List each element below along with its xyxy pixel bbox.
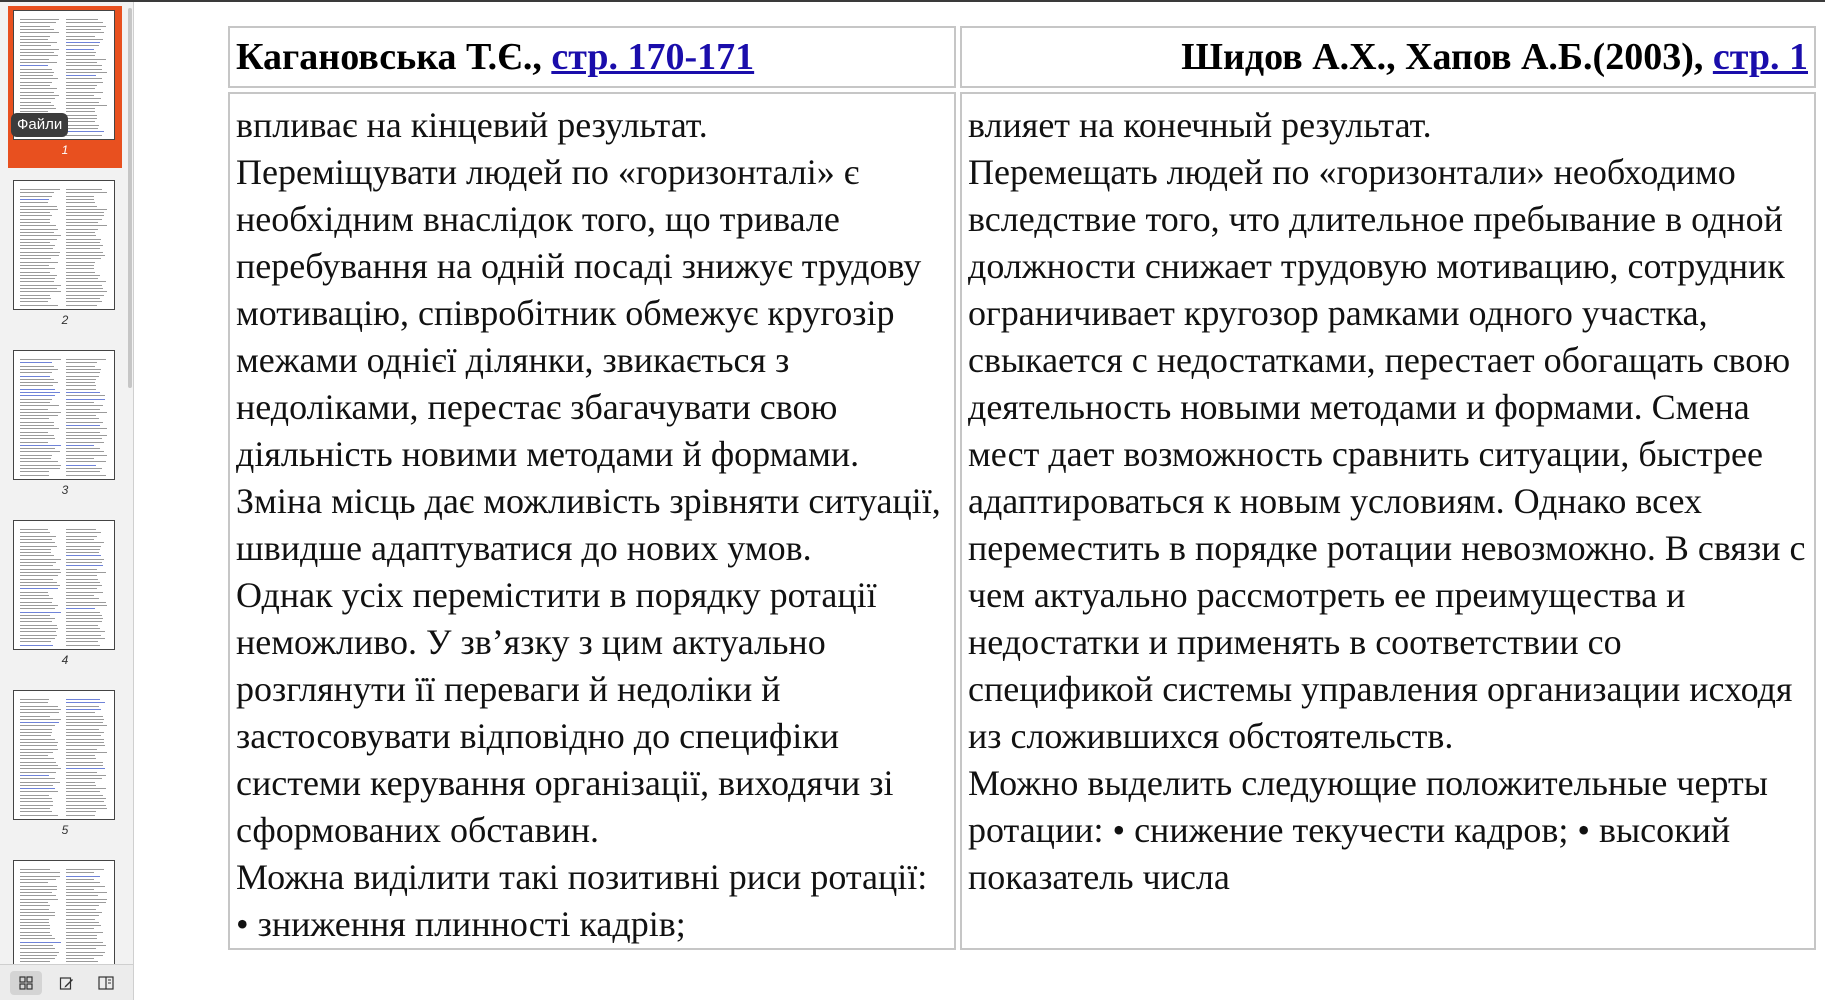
header-row: [228, 26, 1816, 88]
comparison-table: [224, 22, 1820, 954]
left-header: [236, 28, 948, 86]
right-paragraph: Можно выделить следующие положительные черты ротации: • снижение текучести кадров; • высокий показатель числа: [968, 763, 1768, 897]
thumbnail-page-number: 1: [61, 143, 69, 157]
right-author: Шидов А.Х., Хапов А.Б.(2003),: [1181, 36, 1713, 78]
thumbnail-page-number: 3: [61, 483, 69, 497]
thumbnail-sidebar: [0, 0, 134, 1000]
page-thumbnail[interactable]: [8, 686, 122, 848]
left-paragraph: Переміщувати людей по «горизонталі» є необхідним внаслідок того, що тривале перебування на одній посаді знижує трудову мотивацію, співробітник обмежує кругозір межами однієї ділянки, звикається з недоліками, перестає збагачувати свою діяльність новими методами й формами. Зміна місць дає можливість зрівняти ситуації, швидше адаптуватися до нових умов.: [236, 152, 941, 568]
left-author: Кагановська Т.Є.,: [236, 36, 552, 78]
book-icon: [98, 976, 114, 990]
left-page-link[interactable]: стр. 170-171: [551, 36, 755, 78]
thumbnail-page-number: 2: [61, 313, 69, 327]
left-paragraph: Однак усіх перемістити в порядку ротації неможливо. У зв’язку з цим актуально розглянути її переваги й недоліки й застосовувати відповідно до специфіки системи керування організації, виходячи зі сформованих обставин.: [236, 575, 894, 850]
files-tooltip: Файли: [11, 113, 68, 137]
right-paragraph: Перемещать людей по «горизонтали» необходимо вследствие того, что длительное пребывание в одной должности снижает трудовую мотивацию, сотрудник ограничивает кругозор рамками одного участка, свыкается с недостатками, перестает обогащать свою деятельность новыми методами и формами. Смена мест дает возможность сравнить ситуации, быстрее адаптироваться к новым условиям. Однако всех переместить в порядке ротации невозможно. В связи с чем актуально рассмотреть ее преимущества и недостатки и применять в соответствии со спецификой системы управления организации исходя из сложившихся обстоятельств.: [968, 152, 1806, 756]
left-text: [236, 94, 948, 948]
annotations-button[interactable]: [50, 971, 82, 995]
sidebar-scrollbar[interactable]: [128, 8, 132, 388]
body-row: [228, 92, 1816, 950]
page-thumbnail[interactable]: [8, 6, 122, 168]
right-text-cell: [960, 92, 1816, 950]
right-text: [968, 94, 1808, 901]
thumbnail-page-preview: [13, 180, 115, 310]
page-thumbnail[interactable]: [8, 516, 122, 678]
right-page-link[interactable]: стр. 1: [1712, 36, 1808, 78]
right-paragraph: влияет на конечный результат.: [968, 105, 1432, 145]
right-header-cell: [960, 26, 1816, 88]
page-thumbnail[interactable]: [8, 176, 122, 338]
sidebar-toolbar: [0, 964, 133, 1000]
left-paragraph: Можна виділити такі позитивні риси ротації: • зниження плинності кадрів;: [236, 857, 928, 944]
page-thumbnail[interactable]: [8, 346, 122, 508]
left-text-cell: [228, 92, 956, 950]
window-top-border: [0, 0, 1825, 2]
thumbnail-page-preview: [13, 520, 115, 650]
document-view: [224, 22, 1825, 1000]
outline-button[interactable]: [90, 971, 122, 995]
right-header: [968, 28, 1808, 86]
thumbnail-page-preview: [13, 350, 115, 480]
edit-icon: [59, 976, 74, 991]
thumbnail-page-number: 4: [61, 653, 69, 667]
grid-icon: [19, 976, 33, 990]
thumbnails-view-button[interactable]: [10, 971, 42, 995]
thumbnail-page-preview: [13, 690, 115, 820]
thumbnail-page-number: 5: [61, 823, 69, 837]
left-header-cell: [228, 26, 956, 88]
left-paragraph: впливає на кінцевий результат.: [236, 105, 708, 145]
